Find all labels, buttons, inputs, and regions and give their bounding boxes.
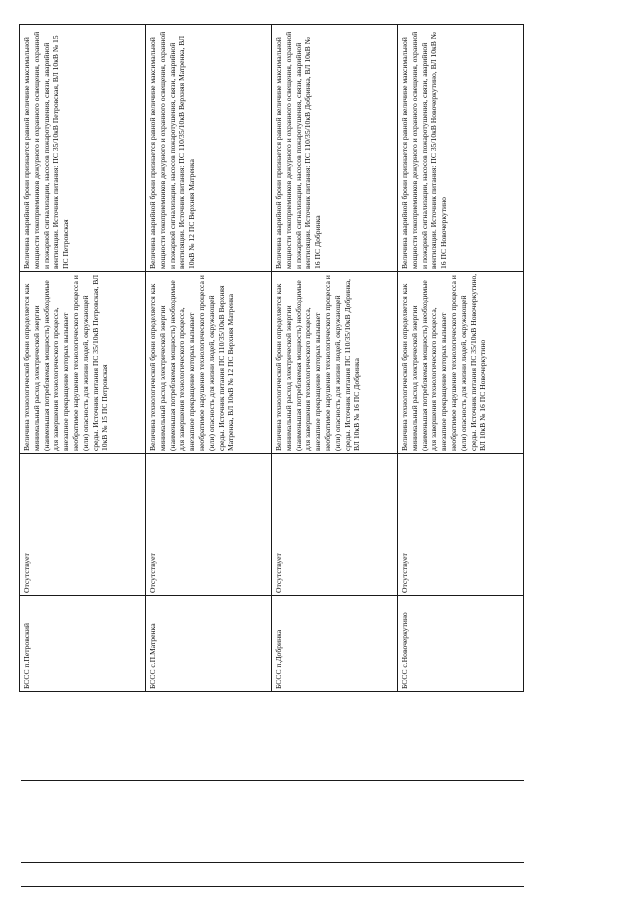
table-row — [146, 25, 272, 691]
blank-line — [21, 780, 524, 781]
status-cell — [146, 453, 271, 595]
emergency-reserve-text: Величина аварийной брони признается равной величине максимальной мощности токоприемников дежурного и охранного освещения, охранной и пожарной сигнализации, насосов пожаротушения, связи, аварийной вентиляции. Источник питания: ПС 35/10кВ Новочеркутино, ВЛ 10кВ № 16 ПС Новочеркутино — [400, 31, 449, 269]
status-text: Отсутствует — [22, 553, 31, 593]
tech-reserve-cell — [146, 271, 271, 453]
tech-reserve-cell — [398, 271, 523, 453]
table-row — [398, 25, 523, 691]
table-row — [272, 25, 398, 691]
emergency-reserve-cell — [398, 25, 523, 271]
status-text: Отсутствует — [274, 553, 283, 593]
tech-reserve-text: Величина технологической брони определяется как минимальный расход электрической энергии (наименьшая потребляемая мощность) необходимые для завершения технологического процесса, внезапное прекращение которых вызывает необратимое нарушение технологического процесса и (или) опасность для жизни людей, окружающей среды. Источник питания ПС 110/35/10кВ Верхняя Матренка, ВЛ 10кВ № 12 ПС Верхняя Матренка — [148, 275, 236, 451]
tech-reserve-text: Величина технологической брони определяется как минимальный расход электрической энергии (наименьшая потребляемая мощность) необходимые для завершения технологического процесса, внезапное прекращение которых вызывает необратимое нарушение технологического процесса и (или) опасность для жизни людей, окружающей среды. Источник питания ПС 110/35/10кВ Добринка, ВЛ 10кВ № 16 ПС Добринка — [274, 275, 362, 451]
emergency-reserve-text: Величина аварийной брони признается равной величине максимальной мощности токоприемников дежурного и охранного освещения, охранной и пожарной сигнализации, насосов пожаротушения, связи, аварийной вентиляции. Источник питания: ПС 110/35/10кВ Добринка, ВЛ 10кВ № 16 ПС Добринка — [274, 31, 323, 269]
object-name: БССС с.П.Матренка — [148, 623, 157, 689]
emergency-reserve-text: Величина аварийной брони признается равной величине максимальной мощности токоприемников дежурного и охранного освещения, охранной и пожарной сигнализации, насосов пожаротушения, связи, аварийной вентиляции. Источник питания: ПС 35/10кВ Петровская, ВЛ 10кВ № 15 ПС Петровская — [22, 31, 71, 269]
object-cell — [398, 595, 523, 691]
tech-reserve-text: Величина технологической брони определяется как минимальный расход электрической энергии (наименьшая потребляемая мощность) необходимые для завершения технологического процесса, внезапное прекращение которых вызывает необратимое нарушение технологического процесса и (или) опасность для жизни людей, окружающей среды. Источник питания ПС 35/10кВ Новочеркутино, ВЛ 10кВ № 16 ПС Новочеркутино — [400, 273, 488, 451]
status-text: Отсутствует — [148, 553, 157, 593]
blank-line — [21, 886, 524, 887]
tech-reserve-cell — [272, 271, 397, 453]
object-cell — [20, 595, 145, 691]
status-cell — [272, 453, 397, 595]
blank-line — [21, 862, 524, 863]
object-name: БССС п.Петровский — [22, 623, 31, 689]
object-cell — [146, 595, 271, 691]
object-cell — [272, 595, 397, 691]
emergency-reserve-cell — [146, 25, 271, 271]
emergency-reserve-cell — [20, 25, 145, 271]
status-cell — [20, 453, 145, 595]
tech-reserve-text: Величина технологической брони определяется как минимальный расход электрической энергии (наименьшая потребляемая мощность) необходимые для завершения технологического процесса, внезапное прекращение которых вызывает необратимое нарушение технологического процесса и (или) опасность для жизни людей, окружающей среды. Источник питания ПС 35/10кВ Петровская, ВЛ 10кВ № 15 ПС Петровская — [22, 274, 110, 451]
emergency-reserve-cell — [272, 25, 397, 271]
status-text: Отсутствует — [400, 553, 409, 593]
emergency-reserve-text: Величина аварийной брони признается равной величине максимальной мощности токоприемников дежурного и охранного освещения, охранной и пожарной сигнализации, насосов пожаротушения, связи, аварийной вентиляции. Источник питания: ПС 110/35/10кВ Верхняя Матренка, ВЛ 10кВ № 12 ПС Верхняя Матренка — [148, 31, 197, 269]
object-name: БССС с.Новочеркутино — [400, 612, 409, 689]
table-row — [20, 25, 146, 691]
tech-reserve-cell — [20, 271, 145, 453]
object-name: БССС п.Добринка — [274, 629, 283, 689]
status-cell — [398, 453, 523, 595]
reserve-table — [19, 24, 524, 692]
